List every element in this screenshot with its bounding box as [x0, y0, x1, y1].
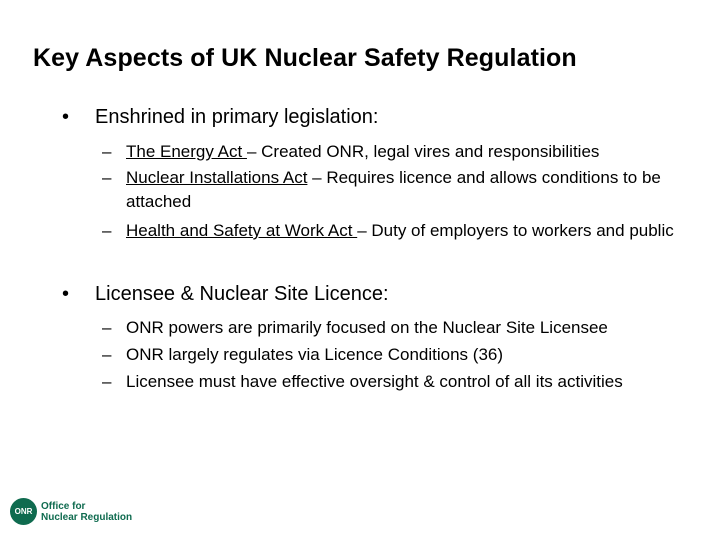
nuclear-installations-act-link[interactable]: Nuclear Installations Act	[126, 168, 308, 187]
nuclear-installations-act-description: – Requires licence and allows conditions to be attached	[126, 168, 661, 211]
logo-line-1: Office for	[41, 500, 86, 512]
logo-text	[41, 501, 132, 523]
bullet-legislation	[62, 106, 378, 129]
dash-marker: –	[102, 345, 112, 364]
slide-title: Key Aspects of UK Nuclear Safety Regulation	[33, 44, 577, 72]
bullet-licensee	[62, 283, 389, 306]
health-safety-act-description: – Duty of employers to workers and public	[357, 221, 674, 240]
sub-item-text: ONR largely regulates via Licence Conditions (36)	[126, 345, 504, 364]
dash-marker: –	[102, 168, 112, 187]
energy-act-description: – Created ONR, legal vires and responsibilities	[246, 142, 600, 161]
sub-item-nuclear-installations-act	[102, 166, 712, 214]
sub-item-energy-act	[102, 140, 712, 164]
sub-item-onr-powers	[102, 316, 712, 340]
energy-act-link[interactable]: The Energy Act	[126, 142, 247, 161]
dash-marker: –	[102, 372, 112, 391]
bullet-dot: •	[62, 283, 70, 305]
bullet-dot: •	[62, 106, 70, 128]
sub-item-licensee-oversight	[102, 370, 662, 394]
sub-item-text: Licensee must have effective oversight & control of all its activities	[126, 372, 623, 391]
sub-item-text: ONR powers are primarily focused on the Nuclear Site Licensee	[126, 318, 608, 337]
logo-line-2: Nuclear Regulation	[41, 511, 133, 523]
dash-marker: –	[102, 142, 112, 161]
onr-logo	[10, 498, 132, 525]
dash-marker: –	[102, 318, 112, 337]
bullet-text: Licensee & Nuclear Site Licence:	[95, 283, 389, 305]
sub-item-licence-conditions	[102, 343, 712, 367]
health-safety-act-link[interactable]: Health and Safety at Work Act	[126, 221, 358, 240]
dash-marker: –	[102, 221, 112, 240]
onr-badge-icon: ONR	[10, 498, 37, 525]
sub-item-health-safety-act	[102, 219, 712, 243]
bullet-text: Enshrined in primary legislation:	[95, 106, 379, 128]
